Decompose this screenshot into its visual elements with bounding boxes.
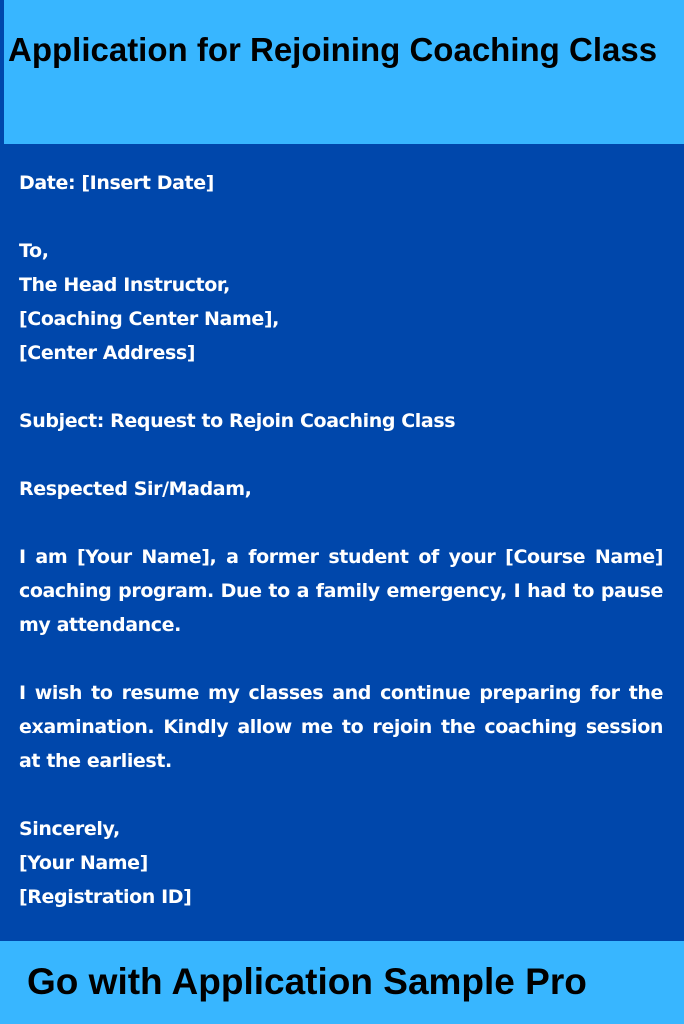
recipient-title: The Head Instructor, bbox=[19, 274, 230, 296]
letter-date: Date: [Insert Date] bbox=[19, 172, 214, 194]
footer-banner bbox=[0, 941, 684, 1024]
letter-paragraph-2: I wish to resume my classes and continue preparing for the examination. Kindly allow me to rejoin the coaching session at the earliest. bbox=[19, 682, 663, 772]
letter-salutation: Respected Sir/Madam, bbox=[19, 478, 252, 500]
page-title: Application for Rejoining Coaching Class bbox=[8, 31, 658, 68]
letter-body bbox=[0, 144, 684, 941]
letter-closing: Sincerely, bbox=[19, 818, 120, 840]
letter-to: To, bbox=[19, 240, 49, 262]
center-name: [Coaching Center Name], bbox=[19, 308, 279, 330]
title-banner bbox=[0, 0, 684, 144]
letter-paragraph-1: I am [Your Name], a former student of your [Course Name] coaching program. Due to a family emergency, I had to pause my attendance. bbox=[19, 546, 663, 636]
letter-subject: Subject: Request to Rejoin Coaching Class bbox=[19, 410, 456, 432]
registration-id: [Registration ID] bbox=[19, 886, 192, 908]
sender-name: [Your Name] bbox=[19, 852, 148, 874]
center-address: [Center Address] bbox=[19, 342, 196, 364]
footer-tagline: Go with Application Sample Pro bbox=[27, 961, 587, 1002]
